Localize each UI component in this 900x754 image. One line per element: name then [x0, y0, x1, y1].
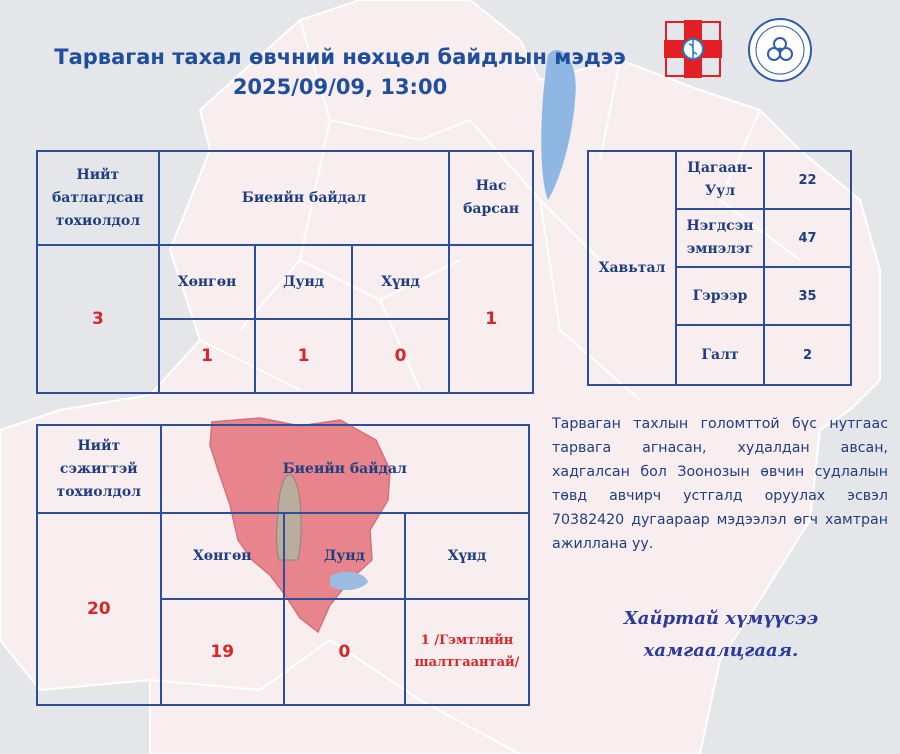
page-title	[30, 42, 650, 102]
confirmed-total-label: Нийт батлагдсан тохиолдол	[37, 151, 159, 245]
suspected-condition-label: Биеийн байдал	[161, 425, 529, 513]
contact-row-value: 22	[764, 151, 851, 209]
confirmed-mild-value: 1	[159, 319, 256, 393]
contact-row-name: Галт	[676, 325, 764, 385]
title-line-1: Тарваган тахал өвчний нөхцөл байдлын мэдээ	[54, 45, 626, 69]
contact-row-name: Гэрээр	[676, 267, 764, 325]
confirmed-severe-value: 0	[352, 319, 449, 393]
suspected-severe-label: Хүнд	[405, 513, 529, 599]
contact-row-value: 2	[764, 325, 851, 385]
confirmed-moderate-value: 1	[255, 319, 351, 393]
deaths-value: 1	[449, 245, 533, 393]
contact-row-value: 35	[764, 267, 851, 325]
suspected-moderate-label: Дунд	[284, 513, 405, 599]
slogan: Хайртай хүмүүсээ хамгаалцгаая.	[623, 608, 819, 661]
deaths-label: Нас барсан	[449, 151, 533, 245]
confirmed-severe-label: Хүнд	[352, 245, 449, 319]
confirmed-mild-label: Хөнгөн	[159, 245, 256, 319]
suspected-mild-label: Хөнгөн	[161, 513, 284, 599]
suspected-severe-value: 1 /Гэмтлийн шалтгаантай/	[405, 599, 529, 705]
contact-row-name: Нэгдсэн эмнэлэг	[676, 209, 764, 267]
info-paragraph: Тарваган тахлын голомттой бүс нутгаас тарвага агнасан, худалдан авсан, хадгалсан бол Зоонозын өвчин судлалын төвд авчирч устгалд оруулах эсвэл 70382420 дугаараар мэдээлэл өгч хамтран ажиллана уу.	[552, 416, 888, 552]
suspected-cases-table	[36, 424, 530, 706]
confirmed-cases-table	[36, 150, 534, 394]
contacts-label: Хавьтал	[588, 151, 676, 385]
confirmed-moderate-label: Дунд	[255, 245, 351, 319]
contacts-table	[587, 150, 852, 386]
suspected-total-value: 20	[37, 513, 161, 705]
title-line-2: 2025/09/09, 13:00	[232, 75, 448, 99]
confirmed-condition-label: Биеийн байдал	[159, 151, 450, 245]
suspected-total-label: Нийт сэжигтэй тохиолдол	[37, 425, 161, 513]
suspected-mild-value: 19	[161, 599, 284, 705]
confirmed-total-value: 3	[37, 245, 159, 393]
red-cross-logo	[662, 18, 724, 80]
suspected-moderate-value: 0	[284, 599, 405, 705]
biohazard-seal-logo	[746, 16, 814, 84]
contact-row-name: Цагаан-Уул	[676, 151, 764, 209]
contact-row-value: 47	[764, 209, 851, 267]
